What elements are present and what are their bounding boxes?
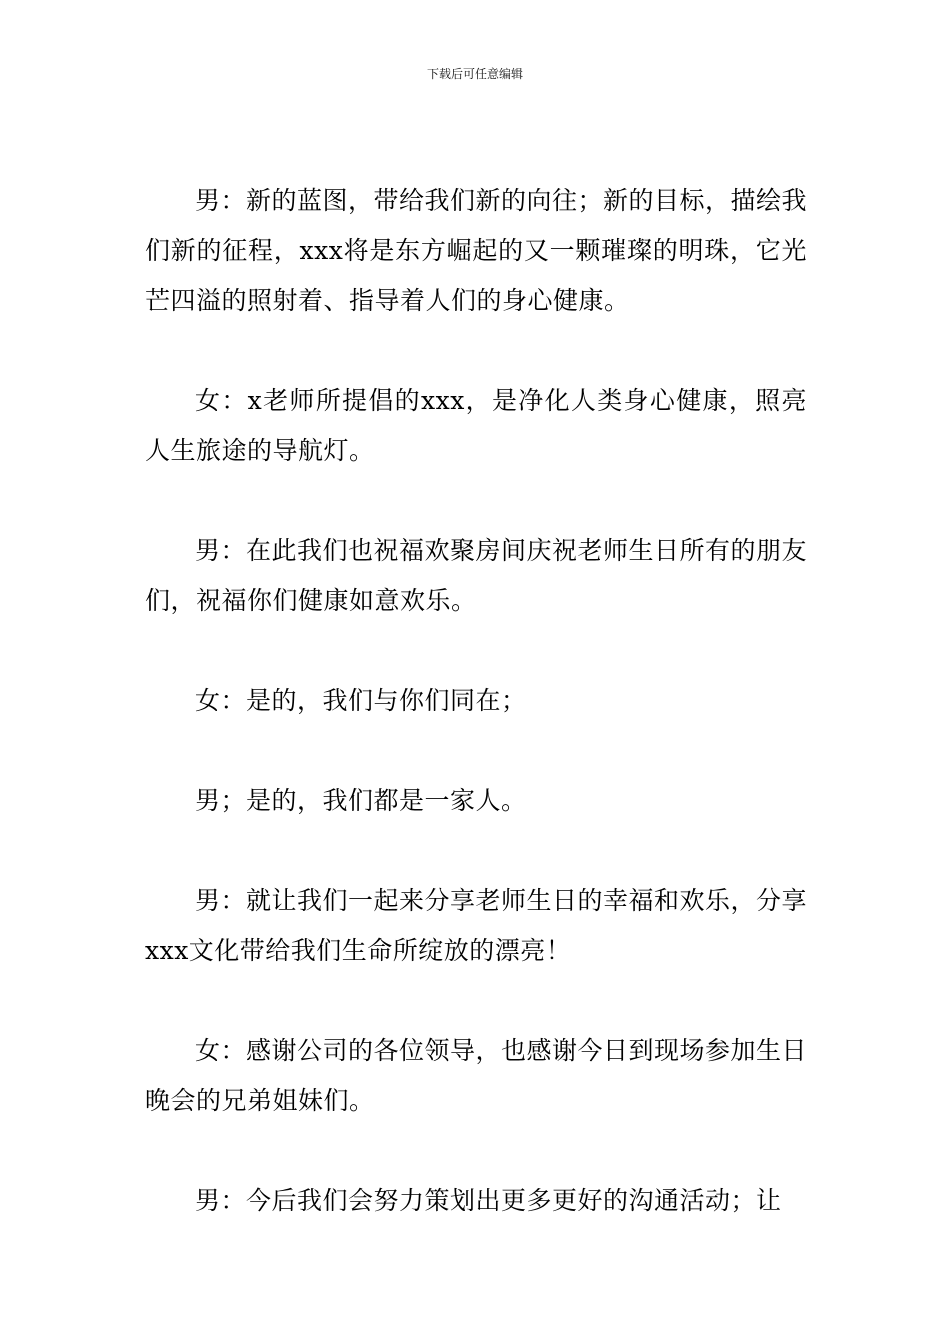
paragraph: 男：在此我们也祝福欢聚房间庆祝老师生日所有的朋友们，祝福你们健康如意欢乐。 [145, 536, 808, 615]
paragraph: 男：新的蓝图，带给我们新的向往；新的目标，描绘我们新的征程，xxx将是东方崛起的又一颗璀璨的明珠，它光芒四溢的照射着、指导着人们的身心健康。 [145, 186, 808, 315]
paragraph: 女：感谢公司的各位领导，也感谢今日到现场参加生日晚会的兄弟姐妹们。 [145, 1036, 808, 1115]
paragraph: 女：是的，我们与你们同在； [195, 686, 527, 715]
paragraph: 男；是的，我们都是一家人。 [195, 786, 527, 815]
paragraph: 男：今后我们会努力策划出更多更好的沟通活动；让 [195, 1186, 782, 1215]
paragraph: 女：x老师所提倡的xxx，是净化人类身心健康，照亮人生旅途的导航灯。 [145, 386, 807, 465]
paragraph: 男：就让我们一起来分享老师生日的幸福和欢乐，分享xxx文化带给我们生命所绽放的漂亮！ [145, 886, 808, 965]
page-header: 下载后可任意编辑 [426, 67, 523, 81]
document-body [145, 176, 807, 1276]
